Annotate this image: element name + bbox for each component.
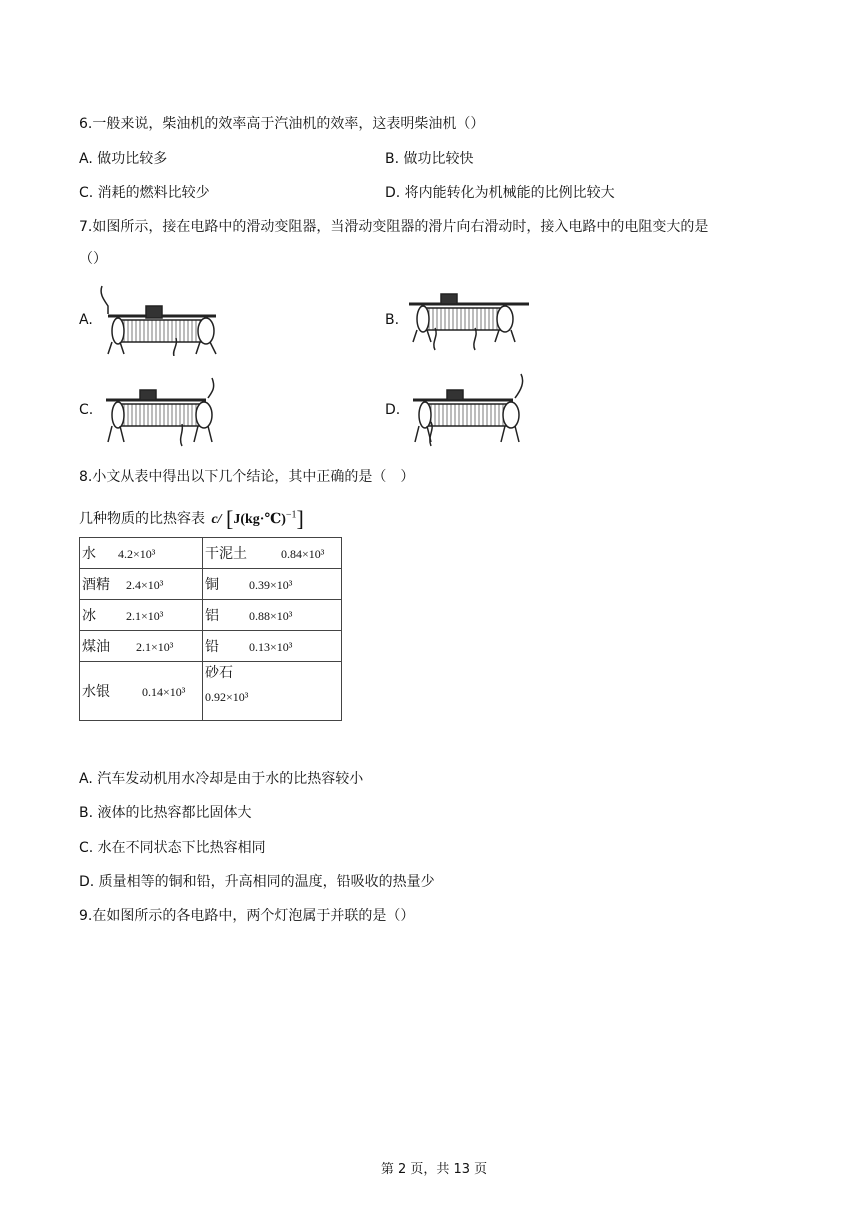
substance-name: 铅 xyxy=(205,639,219,655)
q7-option-b: B. xyxy=(385,312,400,328)
heat-value: 0.88×10³ xyxy=(249,609,293,623)
q8-option-d: D. 质量相等的铜和铅，升高相同的温度，铅吸收的热量少 xyxy=(79,874,435,890)
heat-value: 4.2×10³ xyxy=(118,547,156,561)
table-row xyxy=(80,569,342,600)
substance-name: 砂石 xyxy=(205,665,233,681)
q7-stem-cont: （） xyxy=(79,251,107,267)
heat-value: 0.14×10³ xyxy=(142,685,186,699)
substance-name: 水 xyxy=(82,546,96,562)
q9-stem: 9.在如图所示的各电路中，两个灯泡属于并联的是（） xyxy=(79,908,415,924)
substance-name: 水银 xyxy=(82,684,110,700)
rheostat-b-figure xyxy=(405,290,535,358)
table-caption-row: 几种物质的比热容表 c/ [J(kg·℃)$^{-1}$] xyxy=(79,506,304,531)
q8-option-c: C. 水在不同状态下比热容相同 xyxy=(79,840,266,856)
table-caption: 几种物质的比热容表 xyxy=(79,511,205,527)
substance-name: 冰 xyxy=(82,608,96,624)
heat-value: 0.84×10³ xyxy=(281,547,325,561)
q8-stem: 8.小文从表中得出以下几个结论，其中正确的是（ ） xyxy=(79,469,415,485)
heat-value: 0.39×10³ xyxy=(249,578,293,592)
unit-body: J(kg·℃) xyxy=(233,512,286,527)
heat-value: 2.1×10³ xyxy=(126,609,164,623)
substance-name: 铜 xyxy=(205,577,219,593)
table-row xyxy=(80,631,342,662)
q7-option-c: C. xyxy=(79,402,94,418)
rheostat-a-figure xyxy=(98,284,228,356)
unit-exp: −1 xyxy=(285,509,297,521)
heat-value: 0.13×10³ xyxy=(249,640,293,654)
substance-name: 干泥土 xyxy=(205,546,247,562)
substance-name: 酒精 xyxy=(82,577,110,593)
heat-value: 0.92×10³ xyxy=(205,690,249,704)
heat-value: 2.1×10³ xyxy=(136,640,174,654)
table-row xyxy=(80,662,342,721)
table-row xyxy=(80,538,342,569)
q6-option-d: D. 将内能转化为机械能的比例比较大 xyxy=(385,185,615,201)
q7-stem: 7.如图所示，接在电路中的滑动变阻器，当滑动变阻器的滑片向右滑动时，接入电路中的电阻变大的是 xyxy=(79,219,709,235)
q8-option-b: B. 液体的比热容都比固体大 xyxy=(79,805,252,821)
unit-c: c/ xyxy=(211,512,222,527)
q6-option-b: B. 做功比较快 xyxy=(385,151,474,167)
q7-option-d: D. xyxy=(385,402,401,418)
q6-stem: 6.一般来说，柴油机的效率高于汽油机的效率，这表明柴油机（） xyxy=(79,116,485,132)
substance-name: 煤油 xyxy=(82,639,110,655)
page-footer: 第 2 页，共 13 页 xyxy=(380,1162,488,1177)
q6-option-a: A. 做功比较多 xyxy=(79,151,168,167)
table-row xyxy=(80,600,342,631)
q6-option-c: C. 消耗的燃料比较少 xyxy=(79,185,210,201)
q7-option-a: A. xyxy=(79,312,93,328)
substance-name: 铝 xyxy=(205,608,219,624)
heat-value: 2.4×10³ xyxy=(126,578,164,592)
q8-option-a: A. 汽车发动机用水冷却是由于水的比热容较小 xyxy=(79,771,364,787)
rheostat-c-figure xyxy=(98,376,228,448)
specific-heat-table xyxy=(79,537,342,721)
rheostat-d-figure xyxy=(405,372,535,448)
